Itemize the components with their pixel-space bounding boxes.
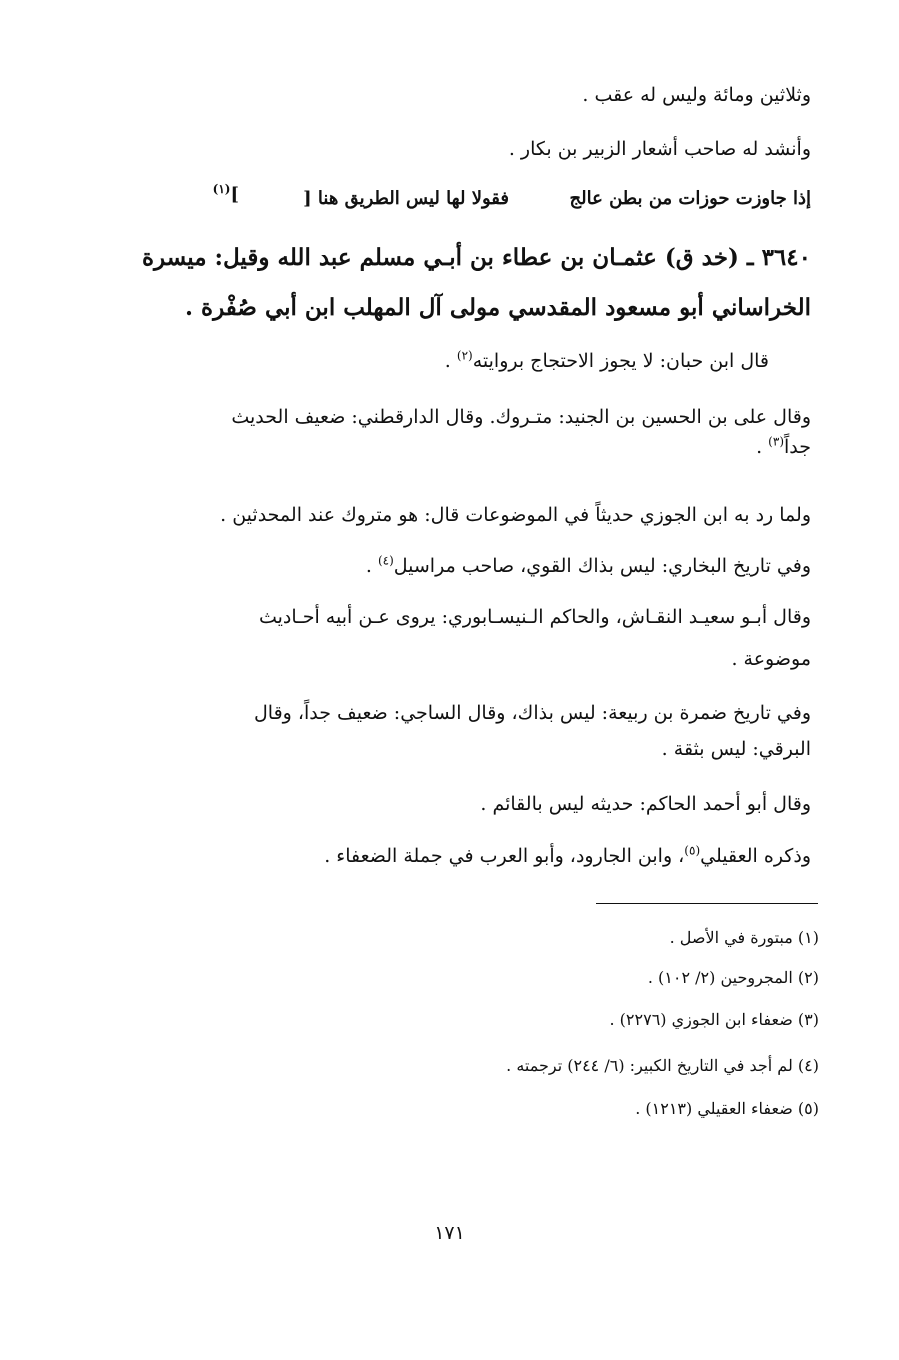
text-line: وأنشد له صاحب أشعار الزبير بن بكار .	[508, 138, 811, 160]
footnote-mark: (٤)	[377, 553, 394, 568]
footnote: (١) مبتورة في الأصل .	[669, 928, 819, 947]
footnote-divider	[596, 903, 818, 904]
text-line: وذكره العقيلي$^{(٥)}$، وابن الجارود، وأبو العرب في جملة الضعفاء .	[324, 843, 811, 867]
text-line: وقال على بن الحسين بن الجنيد: متـروك. وقال الدارقطني: ضعيف الحديث	[231, 406, 811, 428]
footnote-mark: (١)	[212, 182, 231, 196]
footnote: (٣) ضعفاء ابن الجوزي (٢٢٧٦) .	[609, 1010, 819, 1029]
footnote-mark: (٣)	[768, 434, 784, 449]
text-line: وقال أبـو سعيـد النقـاش، والحاكم الـنيسـابوري: يروى عـن أبيه أحـاديث	[258, 606, 811, 628]
text-line: قال ابن حبان: لا يجوز الاحتجاج بروايته$^{(٢)}$ .	[444, 348, 769, 372]
verse-hemistich-2: فقولا لها ليس الطريق هنا [	[303, 188, 509, 209]
footnote-mark: (٥)	[684, 843, 701, 858]
text-line: وقال أبو أحمد الحاكم: حديثه ليس بالقائم .	[480, 793, 811, 815]
entry-heading-cont: الخراساني أبو مسعود المقدسي مولى آل المهلب ابن أبي صُفْرة .	[185, 294, 811, 321]
verse-bracket: ]$^{(١)}$	[212, 182, 239, 205]
verse-hemistich-1: إذا جاوزت حوزات من بطن عالج	[569, 188, 811, 209]
text-line: البرقي: ليس بثقة .	[661, 738, 811, 760]
text-line: جداً$^{(٣)}$ .	[756, 434, 811, 458]
footnote: (٤) لم أجد في التاريخ الكبير: (٦/ ٢٤٤) ترجمته .	[506, 1056, 819, 1075]
footnote-mark: (٢)	[456, 348, 473, 363]
entry-heading: ٣٦٤٠ ـ (خد ق) عثمـان بن عطاء بن أبـي مسلم عبد الله وقيل: ميسرة	[142, 244, 811, 271]
text-line: ولما رد به ابن الجوزي حديثاً في الموضوعات قال: هو متروك عند المحدثين .	[220, 504, 811, 526]
footnote: (٥) ضعفاء العقيلي (١٢١٣) .	[635, 1099, 819, 1118]
footnote: (٢) المجروحين (٢/ ١٠٢) .	[647, 968, 819, 987]
text-line: موضوعة .	[731, 648, 811, 670]
text-line: وثلاثين ومائة وليس له عقب .	[582, 84, 811, 106]
text-line: وفي تاريخ ضمرة بن ربيعة: ليس بذاك، وقال الساجي: ضعيف جداً، وقال	[254, 702, 811, 724]
page-number: ١٧١	[434, 1222, 465, 1244]
text-line: وفي تاريخ البخاري: ليس بذاك القوي، صاحب مراسيل$^{(٤)}$ .	[365, 553, 811, 577]
